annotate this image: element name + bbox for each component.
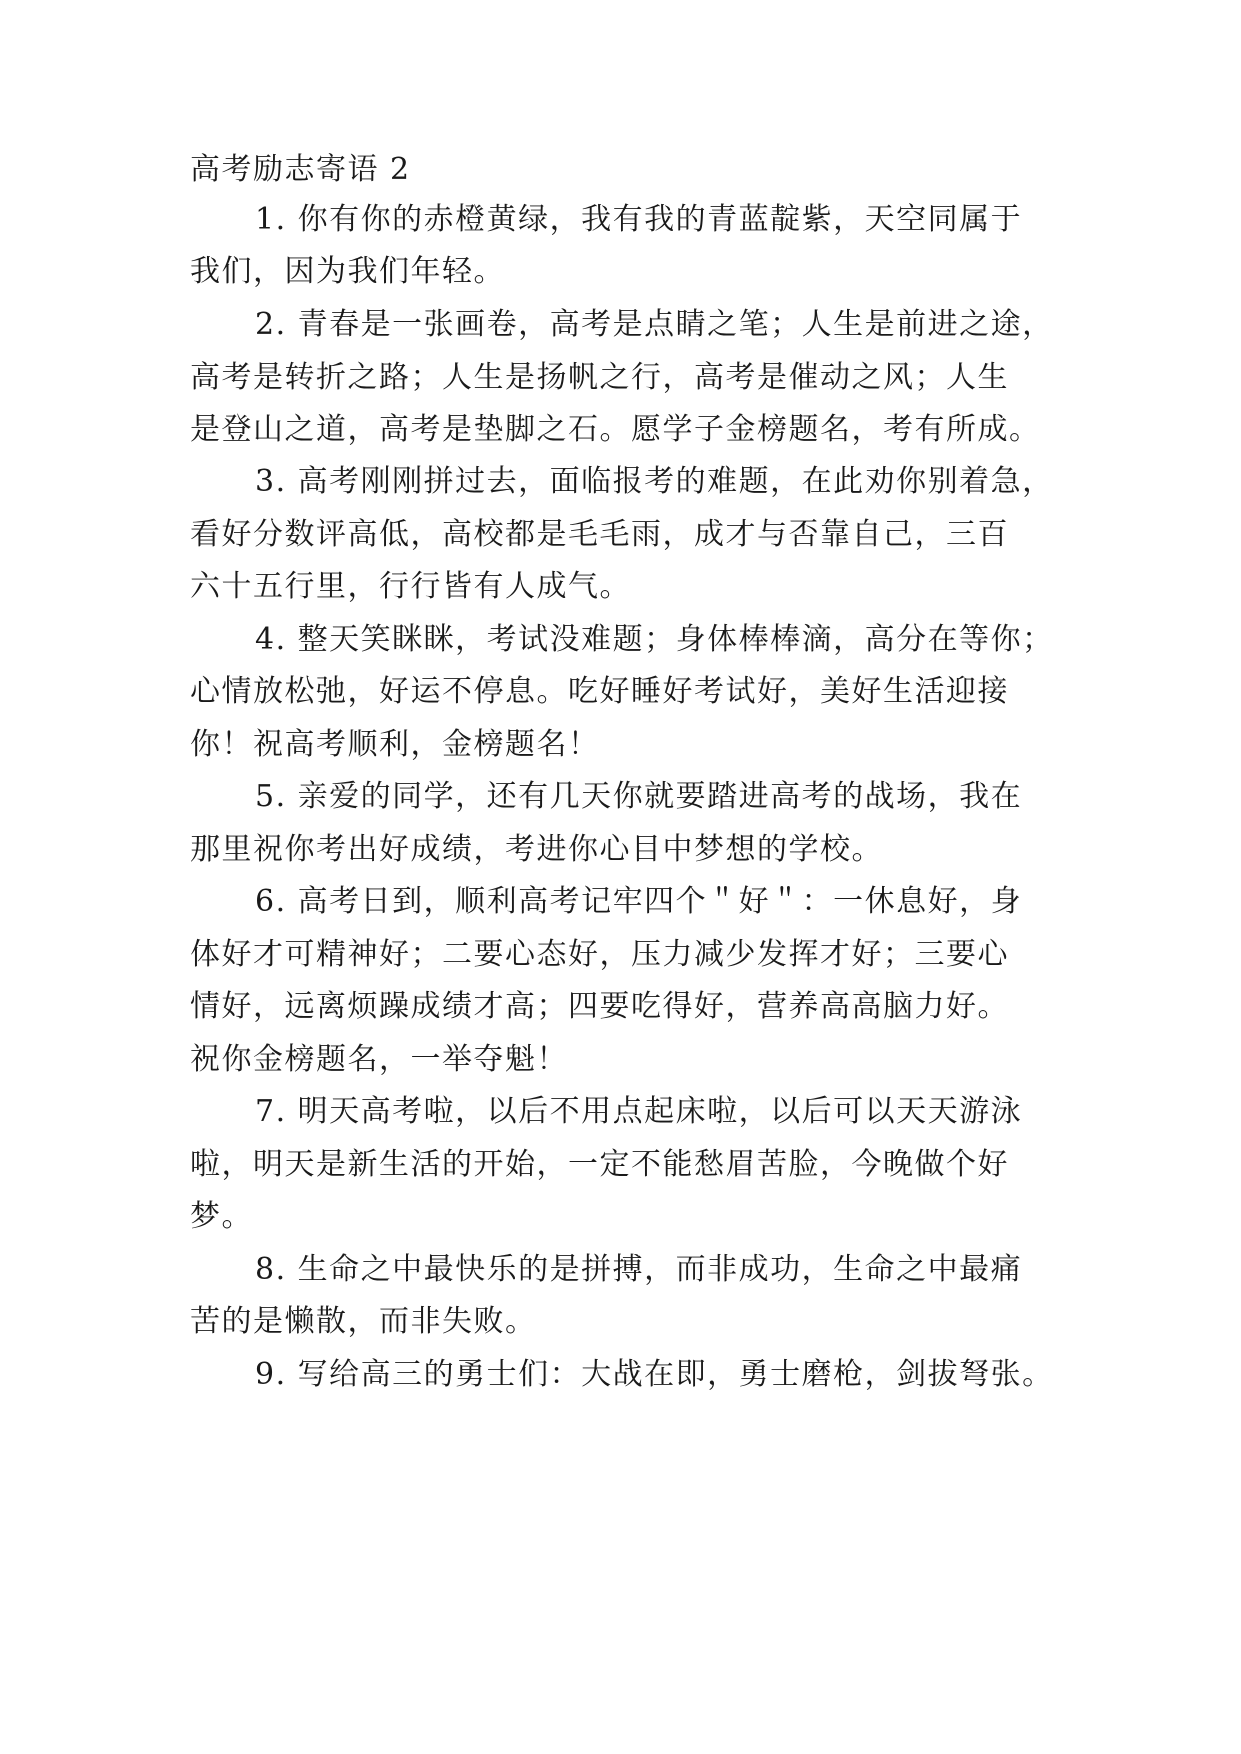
paragraph-line: 你！祝高考顺利，金榜题名！ (190, 727, 600, 762)
paragraph-line: 是登山之道，高考是垫脚之石。愿学子金榜题名，考有所成。 (190, 412, 1041, 447)
paragraph-line: 9. 写给高三的勇士们：大战在即，勇士磨枪，剑拔弩张。 (255, 1357, 1054, 1392)
document-title: 高考励志寄语 2 (190, 152, 411, 187)
paragraph-line: 六十五行里，行行皆有人成气。 (190, 569, 631, 604)
paragraph-line: 1. 你有你的赤橙黄绿，我有我的青蓝靛紫，天空同属于 (255, 202, 1023, 237)
paragraph-line: 啦，明天是新生活的开始，一定不能愁眉苦脸，今晚做个好 (190, 1147, 1009, 1182)
paragraph-line: 8. 生命之中最快乐的是拼搏，而非成功，生命之中最痛 (255, 1252, 1023, 1287)
paragraph-line: 情好，远离烦躁成绩才高；四要吃得好，营养高高脑力好。 (190, 989, 1009, 1024)
paragraph-line: 苦的是懒散，而非失败。 (190, 1304, 537, 1339)
paragraph-line: 3. 高考刚刚拼过去，面临报考的难题，在此劝你别着急， (255, 464, 1054, 499)
paragraph-line: 梦。 (190, 1199, 253, 1234)
paragraph-line: 看好分数评高低，高校都是毛毛雨，成才与否靠自己，三百 (190, 517, 1009, 552)
paragraph-line: 7. 明天高考啦，以后不用点起床啦，以后可以天天游泳 (255, 1094, 1023, 1129)
paragraph-line: 6. 高考日到，顺利高考记牢四个＂好＂：一休息好，身 (255, 884, 1023, 919)
paragraph-line: 高考是转折之路；人生是扬帆之行，高考是催动之风；人生 (190, 360, 1009, 395)
paragraph-line: 心情放松弛，好运不停息。吃好睡好考试好，美好生活迎接 (190, 674, 1009, 709)
paragraph-line: 5. 亲爱的同学，还有几天你就要踏进高考的战场，我在 (255, 779, 1023, 814)
paragraph-line: 体好才可精神好；二要心态好，压力减少发挥才好；三要心 (190, 937, 1009, 972)
paragraph-line: 我们，因为我们年轻。 (190, 254, 505, 289)
paragraph-line: 2. 青春是一张画卷，高考是点睛之笔；人生是前进之途， (255, 307, 1054, 342)
paragraph-line: 那里祝你考出好成绩，考进你心目中梦想的学校。 (190, 832, 883, 867)
paragraph-line: 4. 整天笑眯眯，考试没难题；身体棒棒滴，高分在等你； (255, 622, 1054, 657)
paragraph-line: 祝你金榜题名，一举夺魁！ (190, 1042, 568, 1077)
